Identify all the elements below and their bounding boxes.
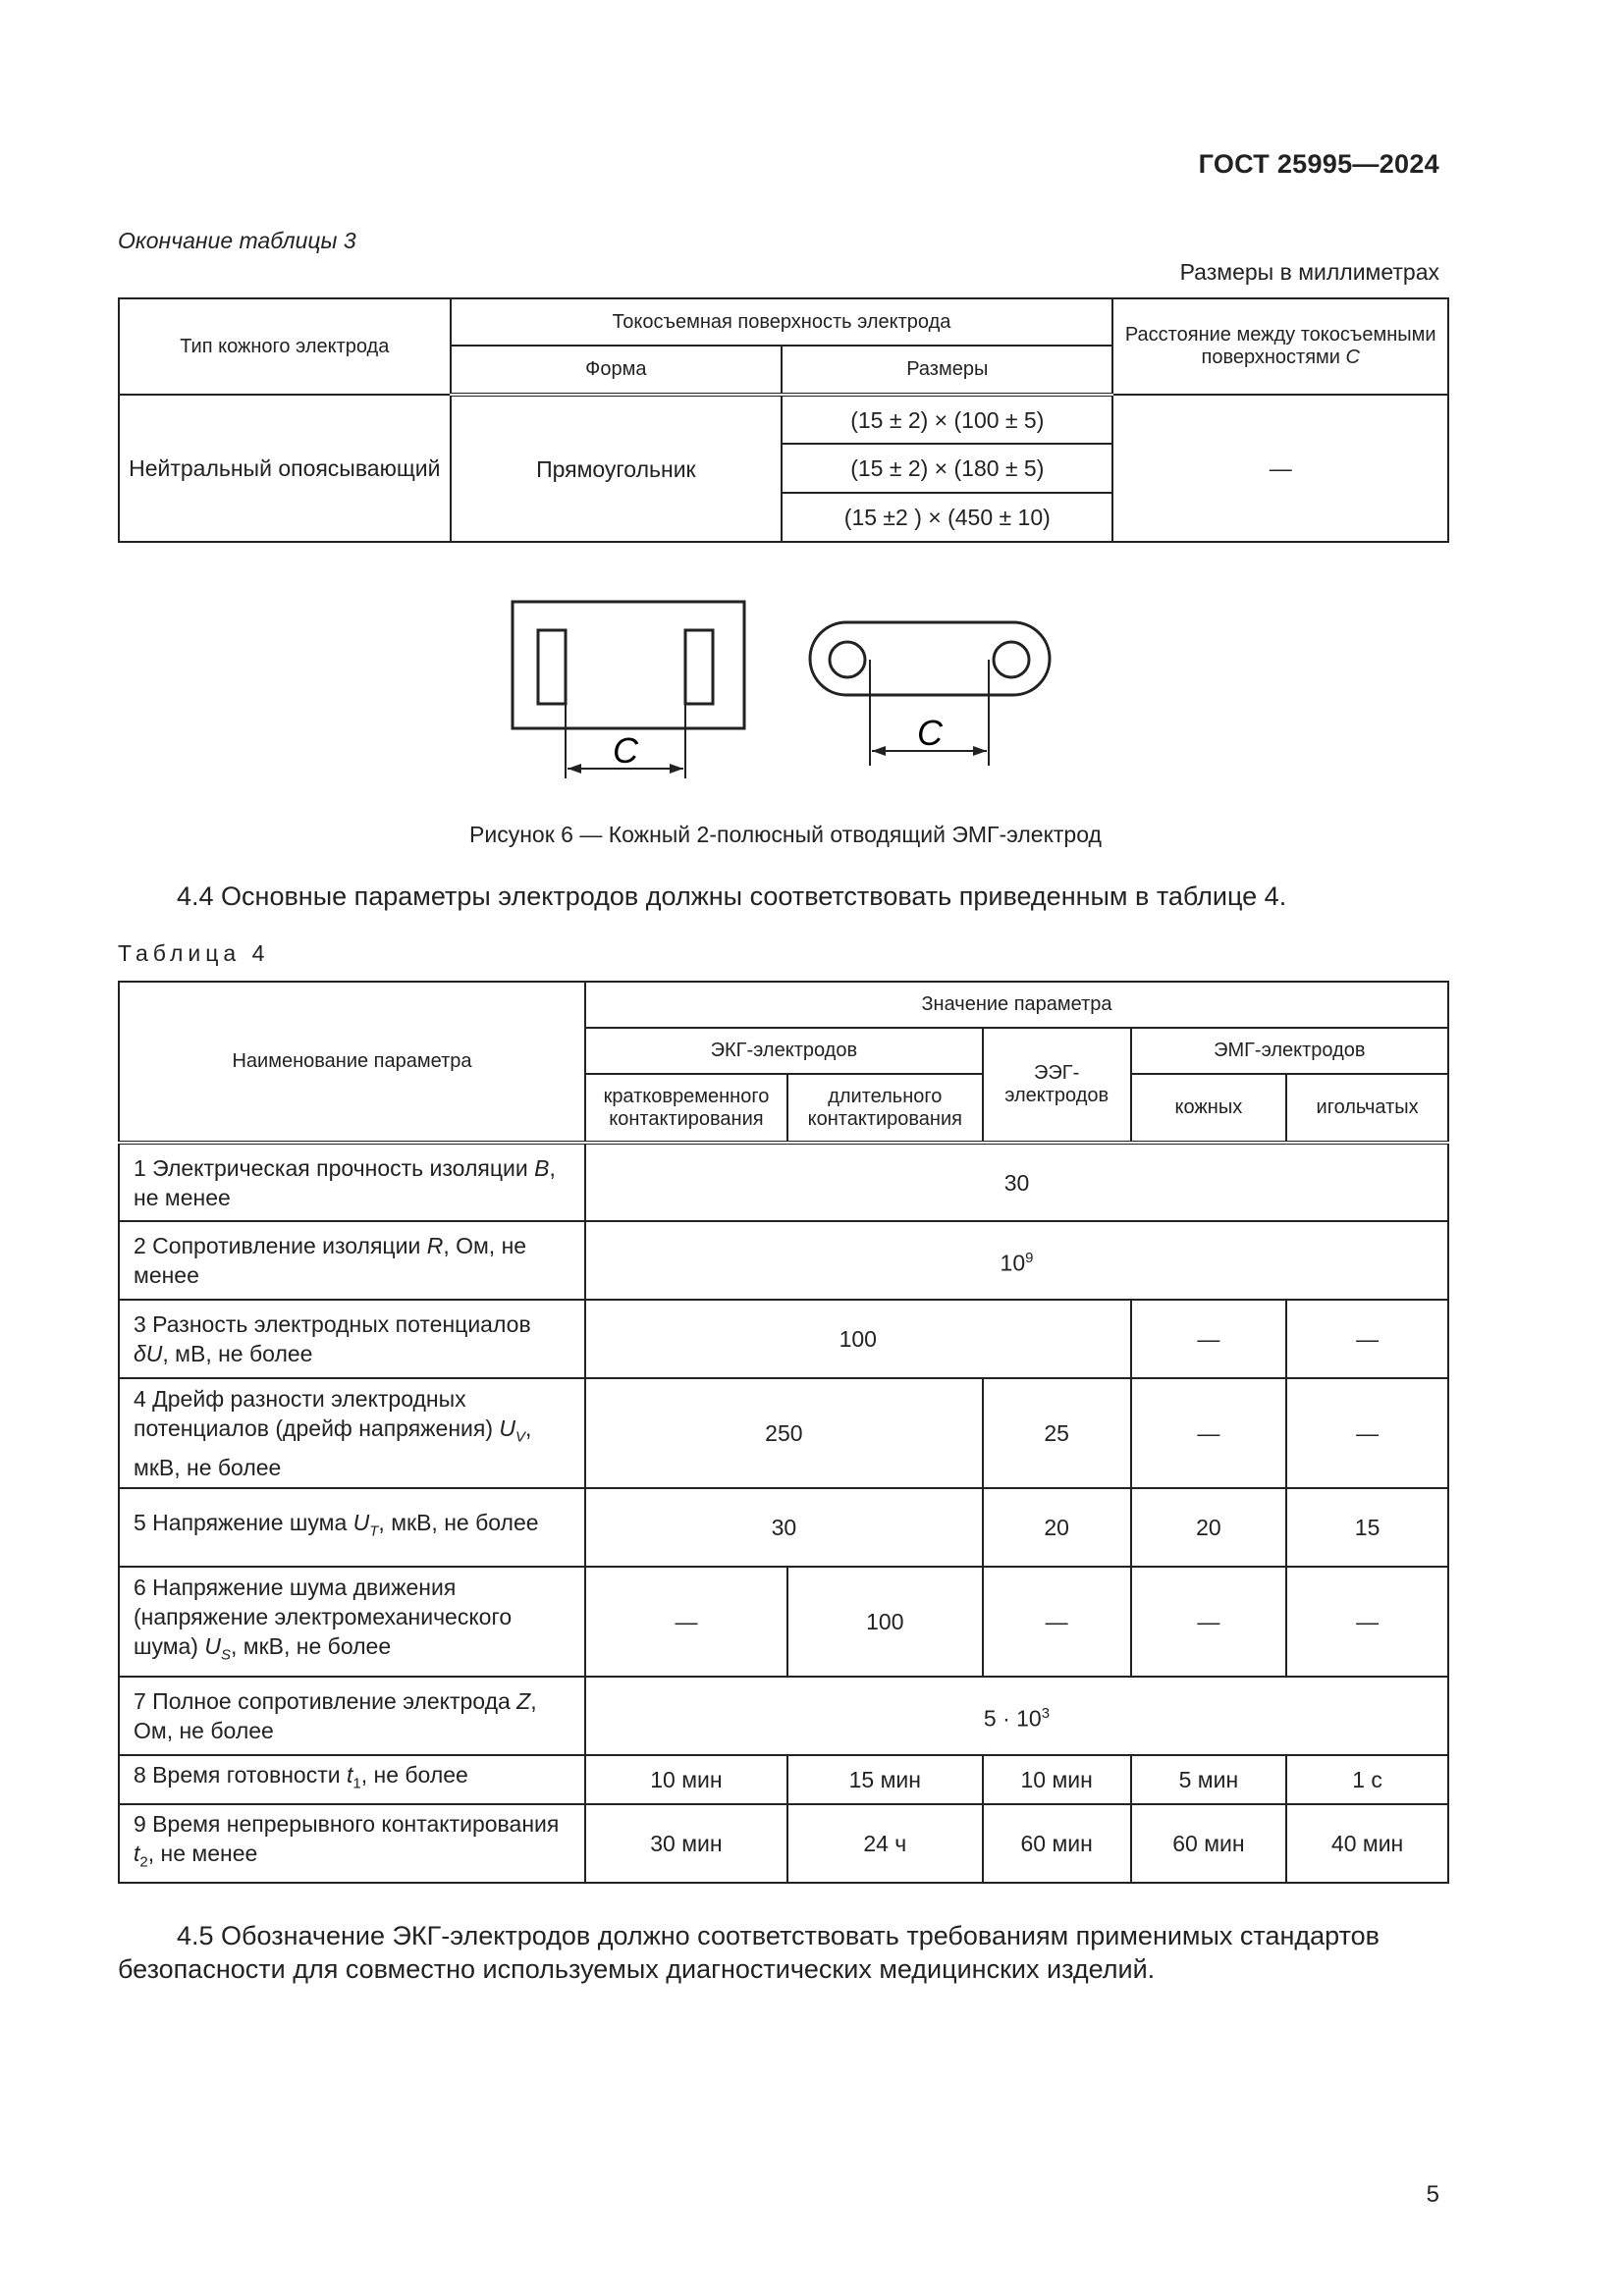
units-note: Размеры в миллиметрах	[1179, 259, 1439, 285]
param-value: 1 с	[1286, 1755, 1448, 1804]
oval-electrode-drawing	[810, 622, 1050, 766]
figure-caption: Рисунок 6 — Кожный 2-полюсный отводящий ЭМГ-электрод	[469, 822, 1102, 847]
table-row	[119, 1804, 1448, 1883]
table4-header-skin: кожных	[1131, 1074, 1287, 1143]
param-name: 6 Напряжение шума движения (напряжение электромеханического шума) $U_S$, мкВ, не более	[119, 1567, 585, 1677]
table-row	[119, 1378, 1448, 1488]
table-row	[119, 1143, 1448, 1221]
param-value: 10 мин	[983, 1755, 1131, 1804]
table3-cell-dimension: (15 ± 2) × (180 ± 5)	[782, 444, 1112, 493]
param-value: 60 мин	[1131, 1804, 1287, 1883]
table-row	[119, 1221, 1448, 1300]
table4-header-value: Значение параметра	[585, 982, 1448, 1028]
table3-header-distance: Расстояние между токосъемными поверхностями C	[1112, 298, 1448, 395]
param-value: —	[983, 1567, 1131, 1677]
table4-header-short: кратковременного контактирования	[585, 1074, 787, 1143]
table3-caption: Окончание таблицы 3	[118, 228, 356, 253]
param-value: 100	[585, 1300, 1131, 1378]
paragraph-4-5: 4.5 Обозначение ЭКГ-электродов должно соответствовать требованиям применимых стандартов безопасности для совместно используемых диагностических медицинских изделий.	[118, 1921, 1380, 1984]
standard-header: ГОСТ 25995—2024	[1198, 149, 1439, 179]
param-value: 20	[983, 1488, 1131, 1567]
param-value: 24 ч	[787, 1804, 983, 1883]
table3-cell-distance: —	[1112, 395, 1448, 542]
param-value: 5 мин	[1131, 1755, 1287, 1804]
table3-header-form: Форма	[451, 346, 783, 395]
param-value: 30	[585, 1488, 983, 1567]
param-value: 15 мин	[787, 1755, 983, 1804]
param-name: 3 Разность электродных потенциалов δU, мВ, не более	[119, 1300, 585, 1378]
param-value: 100	[787, 1567, 983, 1677]
param-name: 1 Электрическая прочность изоляции B, не менее	[119, 1143, 585, 1221]
param-name: 2 Сопротивление изоляции R, Ом, не менее	[119, 1221, 585, 1300]
param-name: 7 Полное сопротивление электрода Z, Ом, не более	[119, 1677, 585, 1755]
param-value: $5 \cdot 10^3$	[585, 1677, 1448, 1755]
page-number: 5	[1426, 2181, 1439, 2208]
electrode-figure	[501, 589, 1090, 795]
table3-cell-form: Прямоугольник	[451, 395, 783, 542]
param-value: 40 мин	[1286, 1804, 1448, 1883]
param-value: 15	[1286, 1488, 1448, 1567]
param-value: —	[1286, 1567, 1448, 1677]
table4-header-long: длительного контактирования	[787, 1074, 983, 1143]
param-value: —	[585, 1567, 787, 1677]
table4-header-ecg: ЭКГ-электродов	[585, 1028, 983, 1074]
table4-caption: Таблица 4	[118, 940, 270, 966]
table-row	[119, 1567, 1448, 1677]
table3	[118, 297, 1449, 543]
param-name: 9 Время непрерывного контактирования $t_2$, не менее	[119, 1804, 585, 1883]
table4-header-param: Наименование параметра	[119, 982, 585, 1143]
param-value: 250	[585, 1378, 983, 1488]
table3-header-dimensions: Размеры	[782, 346, 1112, 395]
param-value: —	[1131, 1378, 1287, 1488]
table-row	[119, 1677, 1448, 1755]
table-row	[119, 1755, 1448, 1804]
table3-cell-dimension: (15 ±2 ) × (450 ± 10)	[782, 493, 1112, 542]
table3-cell-type: Нейтральный опоясывающий	[119, 395, 451, 542]
param-value: 10 мин	[585, 1755, 787, 1804]
table-row	[119, 1300, 1448, 1378]
param-value: —	[1131, 1300, 1287, 1378]
param-value: —	[1286, 1300, 1448, 1378]
param-value: —	[1131, 1567, 1287, 1677]
param-value: 20	[1131, 1488, 1287, 1567]
param-name: 8 Время готовности $t_1$, не более	[119, 1755, 585, 1804]
param-name: 4 Дрейф разности электродных потенциалов (дрейф напряжения) $U_V$, мкВ, не более	[119, 1378, 585, 1488]
table3-cell-dimension: (15 ± 2) × (100 ± 5)	[782, 395, 1112, 444]
table3-header-type: Тип кожного электрода	[119, 298, 451, 395]
table3-header-surface: Токосъемная поверхность электрода	[451, 298, 1113, 346]
table4-header-eeg: ЭЭГ-электродов	[983, 1028, 1131, 1143]
param-value: —	[1286, 1378, 1448, 1488]
figure-label-c-right: C	[917, 713, 943, 753]
table4-header-needle: игольчатых	[1286, 1074, 1448, 1143]
paragraph-4-4: 4.4 Основные параметры электродов должны соответствовать приведенным в таблице 4.	[177, 881, 1287, 911]
param-value: 60 мин	[983, 1804, 1131, 1883]
table4	[118, 981, 1449, 1884]
figure-label-c-left: C	[613, 730, 638, 771]
param-value: 25	[983, 1378, 1131, 1488]
param-name: 5 Напряжение шума $U_T$, мкВ, не более	[119, 1488, 585, 1567]
param-value: $10^9$	[585, 1221, 1448, 1300]
param-value: 30 мин	[585, 1804, 787, 1883]
table4-header-emg: ЭМГ-электродов	[1131, 1028, 1448, 1074]
rectangular-electrode-drawing	[513, 602, 744, 778]
table-row	[119, 1488, 1448, 1567]
param-value: 30	[585, 1143, 1448, 1221]
